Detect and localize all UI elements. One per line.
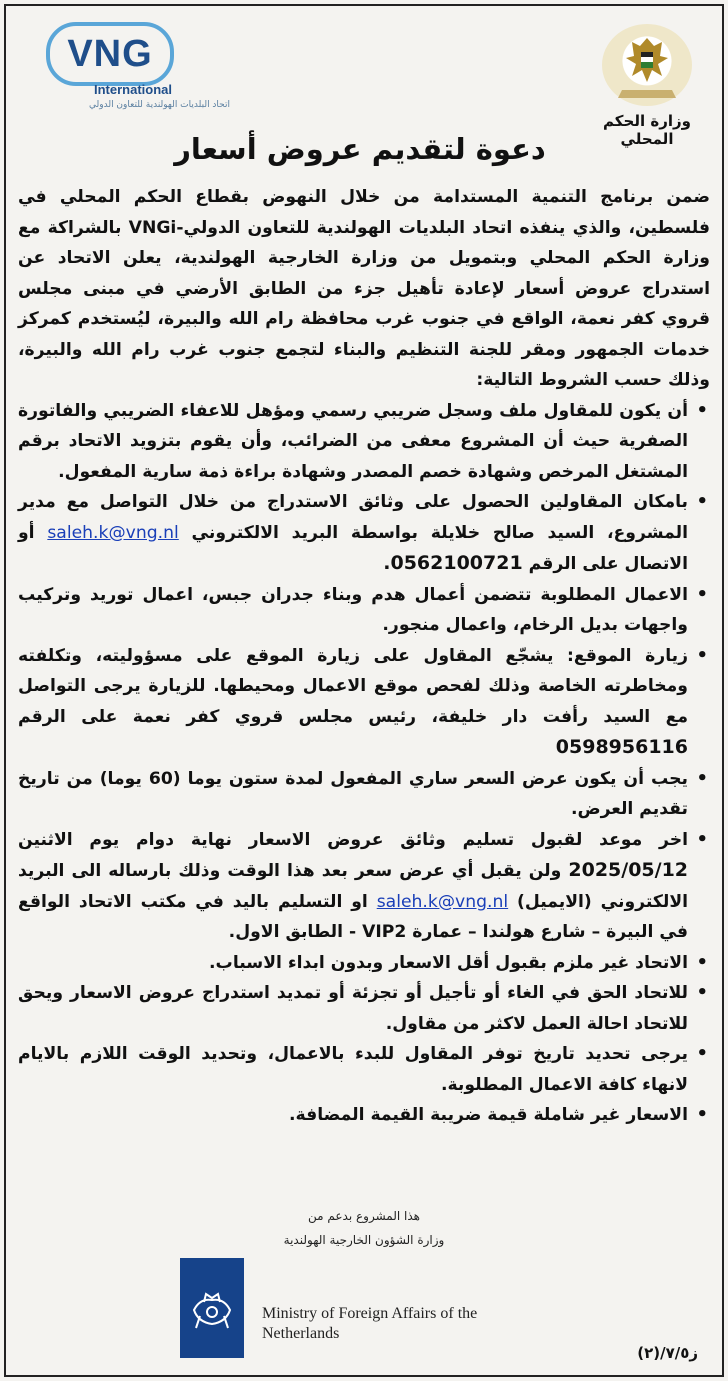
ministry-local-gov-name: وزارة الحكم المحلي — [603, 112, 691, 148]
deadline-date: 2025/05/12 — [568, 859, 689, 881]
conditions-list — [18, 396, 710, 1131]
header — [0, 0, 728, 200]
email-link[interactable]: saleh.k@vng.nl — [376, 891, 509, 912]
phone-number: 0598956116 — [555, 736, 688, 758]
netherlands-lion-icon — [180, 1258, 244, 1358]
condition-start-date: • يرجى تحديد تاريخ توفر المقاول للبدء بالاعمال، وتحديد الوقت اللازم بالايام لانهاء كافة الاعمال المطلوبة. — [18, 1039, 688, 1100]
eagle-emblem-icon — [602, 24, 692, 106]
condition-site-visit: • زيارة الموقع: يشجّع المقاول على زيارة الموقع على مسؤوليته، وتكلفته ومخاطرته الخاصة وذلك لفحص موقع الاعمال ومحيطها. للزيارة يرجى التواصل مع السيد رأفت دار خليفة، رئيس مجلس قروي كفر نعمة على الرقم 0598956116 — [18, 641, 688, 764]
condition-vat: • الاسعار غير شاملة قيمة ضريبة القيمة المضافة. — [18, 1100, 688, 1131]
support-line-1: هذا المشروع بدعم من — [308, 1209, 420, 1223]
email-link[interactable]: saleh.k@vng.nl — [47, 522, 179, 543]
netherlands-mfa-logo — [180, 1258, 560, 1358]
condition-tax-file: • أن يكون للمقاول ملف وسجل ضريبي رسمي ومؤهل للاعفاء الضريبي والفاتورة الصفرية حيث أن المشروع معفى من الضرائب، وأن يقوم بتزويد الاتحاد برقم المشتغل المرخص وشهادة خصم المصدر وشهادة براءة ذمة سارية المفعول. — [18, 396, 688, 488]
intro-paragraph: ضمن برنامج التنمية المستدامة من خلال النهوض بقطاع الحكم المحلي في فلسطين، والذي ينفذه اتحاد البلديات الهولندية للتعاون الدولي-VNGi بالشراكة مع وزارة الحكم المحلي وبتمويل من وزارة الخارجية الهولندية، يعلن الاتحاد عن استدراج عروض أسعار لإعادة تأهيل جزء من الطابق الأرضي في مبنى مجلس قروي كفر نعمة، الواقع في جنوب غرب محافظة رام الله والبيرة، ليُستخدم كمركز خدمات الجمهور ومقر للجنة التنظيم والبناء لتجمع جنوب غرب رام الله والبيرة، وذلك حسب الشروط التالية: — [18, 187, 711, 390]
support-note — [0, 1204, 728, 1252]
notice-body — [18, 182, 710, 1131]
condition-validity: • يجب أن يكون عرض السعر ساري المفعول لمدة ستون يوما (60 يوما) من تاريخ تقديم العرض. — [18, 764, 688, 825]
condition-deadline: • اخر موعد لقبول تسليم وثائق عروض الاسعار نهاية دوام يوم الاثنين 2025/05/12 ولن يقبل أي عرض سعر بعد هذا الوقت وذلك بارساله الى البريد الالكتروني (الايميل) saleh.k@vng.nl او التسليم باليد في مكتب الاتحاد الواقع في البيرة – شارع هولندا – عمارة VIP2 - الطابق الاول. — [18, 825, 688, 948]
support-line-2: وزارة الشؤون الخارجية الهولندية — [283, 1233, 445, 1247]
phone-number: 0562100721. — [383, 552, 523, 574]
condition-documents: • بامكان المقاولين الحصول على وثائق الاستدراج من خلال التواصل مع مدير المشروع، السيد صالح خلايلة بواسطة البريد الالكتروني saleh.k@vng.nl أو الاتصال على الرقم 0562100721. — [18, 487, 688, 580]
ministry-local-gov-logo — [592, 24, 702, 148]
vng-logo-mark: VNG — [46, 22, 174, 86]
reference-code: ز٧/٥/(٢) — [637, 1344, 698, 1362]
mfa-name: Ministry of Foreign Affairs of the Netherlands — [262, 1305, 478, 1342]
vng-logo-international: International — [94, 82, 173, 97]
condition-lowest-price: • الاتحاد غير ملزم بقبول أقل الاسعار وبدون ابداء الاسباب. — [18, 948, 688, 979]
page-title: دعوة لتقديم عروض أسعار — [174, 132, 546, 166]
vng-logo — [40, 18, 230, 118]
vng-logo-subtitle: اتحاد البلديات الهولندية للتعاون الدولي — [89, 100, 230, 110]
condition-rights: • للاتحاد الحق في الغاء أو تأجيل أو تجزئة أو تمديد استدراج عروض الاسعار ويحق للاتحاد احالة العمل لاكثر من مقاول. — [18, 978, 688, 1039]
condition-works: • الاعمال المطلوبة تتضمن أعمال هدم وبناء جدران جبس، اعمال توريد وتركيب واجهات بديل الرخام، واعمال منجور. — [18, 580, 688, 641]
